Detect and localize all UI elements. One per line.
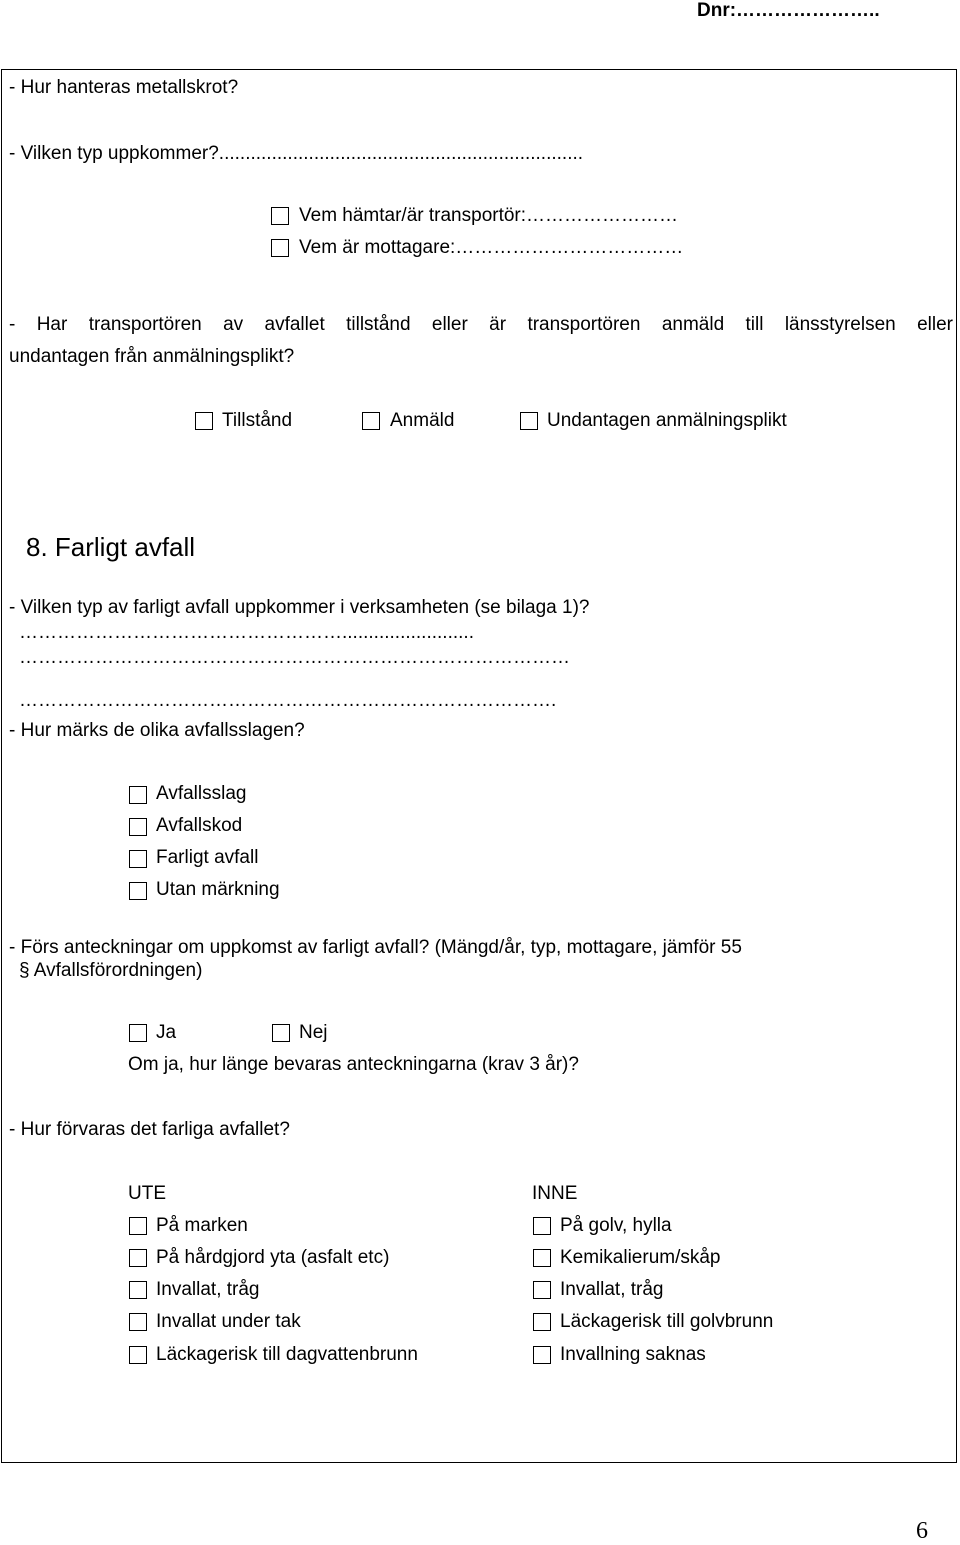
question-metal-handling: - Hur hanteras metallskrot? [9,77,239,98]
yes-checkbox[interactable] [129,1024,147,1042]
marking-option-checkbox[interactable] [129,850,147,868]
dnr-field: Dnr:………………….. [697,0,880,21]
question-retention: Om ja, hur länge bevaras anteckningarna (krav 3 år)? [128,1054,579,1075]
outdoor-option-checkbox[interactable] [129,1346,147,1364]
section-title: 8. Farligt avfall [26,532,196,562]
question-hazardous-type: - Vilken typ av farligt avfall uppkommer i verksamheten (se bilaga 1)? [9,597,590,618]
answer-dots-line1[interactable]: ……………………………………………......................... [19,622,474,643]
outdoor-option-checkbox[interactable] [129,1281,147,1299]
indoor-option-checkbox[interactable] [533,1249,551,1267]
outdoor-heading: UTE [128,1183,166,1204]
transporter-checkbox[interactable] [271,207,289,225]
indoor-option-checkbox[interactable] [533,1346,551,1364]
exempt-option-label: Undantagen anmälningsplikt [547,410,787,431]
answer-dots-line3[interactable]: …………………………………………………………………………. [19,690,557,711]
indoor-option-label: Läckagerisk till golvbrunn [560,1311,774,1332]
exempt-option-checkbox[interactable] [520,412,538,430]
marking-option-checkbox[interactable] [129,818,147,836]
receiver-checkbox[interactable] [271,239,289,257]
indoor-option-checkbox[interactable] [533,1281,551,1299]
outdoor-option-label: Invallat under tak [156,1311,301,1332]
registered-option-label: Anmäld [390,410,455,431]
question-metal-type: - Vilken typ uppkommer?..................................................................... [9,143,584,164]
marking-option-checkbox[interactable] [129,882,147,900]
permit-option-label: Tillstånd [222,410,293,431]
outdoor-option-label: Läckagerisk till dagvattenbrunn [156,1344,418,1365]
transporter-label: Vem hämtar/är transportör:…………………… [299,205,679,226]
outdoor-option-checkbox[interactable] [129,1313,147,1331]
marking-option-label: Avfallskod [156,815,243,836]
indoor-option-label: På golv, hylla [560,1215,672,1236]
question-records-line2: § Avfallsförordningen) [19,960,203,981]
question-marking: - Hur märks de olika avfallsslagen? [9,720,305,741]
registered-option-checkbox[interactable] [362,412,380,430]
receiver-label: Vem är mottagare:……………………………… [299,237,684,258]
marking-option-label: Utan märkning [156,879,280,900]
permit-option-checkbox[interactable] [195,412,213,430]
indoor-option-label: Invallat, tråg [560,1279,664,1300]
indoor-option-checkbox[interactable] [533,1313,551,1331]
outdoor-option-label: På hårdgjord yta (asfalt etc) [156,1247,390,1268]
no-label: Nej [299,1022,328,1043]
outdoor-option-label: Invallat, tråg [156,1279,260,1300]
indoor-option-label: Kemikalierum/skåp [560,1247,721,1268]
marking-option-label: Farligt avfall [156,847,259,868]
indoor-heading: INNE [532,1183,578,1204]
no-checkbox[interactable] [272,1024,290,1042]
yes-label: Ja [156,1022,177,1043]
question-storage: - Hur förvaras det farliga avfallet? [9,1119,290,1140]
page-number: 6 [916,1518,928,1544]
question-permit-line2: undantagen från anmälningsplikt? [9,346,295,367]
marking-option-label: Avfallsslag [156,783,247,804]
outdoor-option-label: På marken [156,1215,248,1236]
indoor-option-label: Invallning saknas [560,1344,706,1365]
outdoor-option-checkbox[interactable] [129,1249,147,1267]
marking-option-checkbox[interactable] [129,786,147,804]
outdoor-option-checkbox[interactable] [129,1217,147,1235]
answer-dots-line2[interactable]: …………………………………………………………………………… [19,647,570,668]
question-permit-line1: - Har transportören av avfallet tillstånd eller är transportören anmäld till länsstyrelsen eller [9,314,953,335]
question-records-line1: - Förs anteckningar om uppkomst av farligt avfall? (Mängd/år, typ, mottagare, jämför 55 [9,937,742,958]
indoor-option-checkbox[interactable] [533,1217,551,1235]
